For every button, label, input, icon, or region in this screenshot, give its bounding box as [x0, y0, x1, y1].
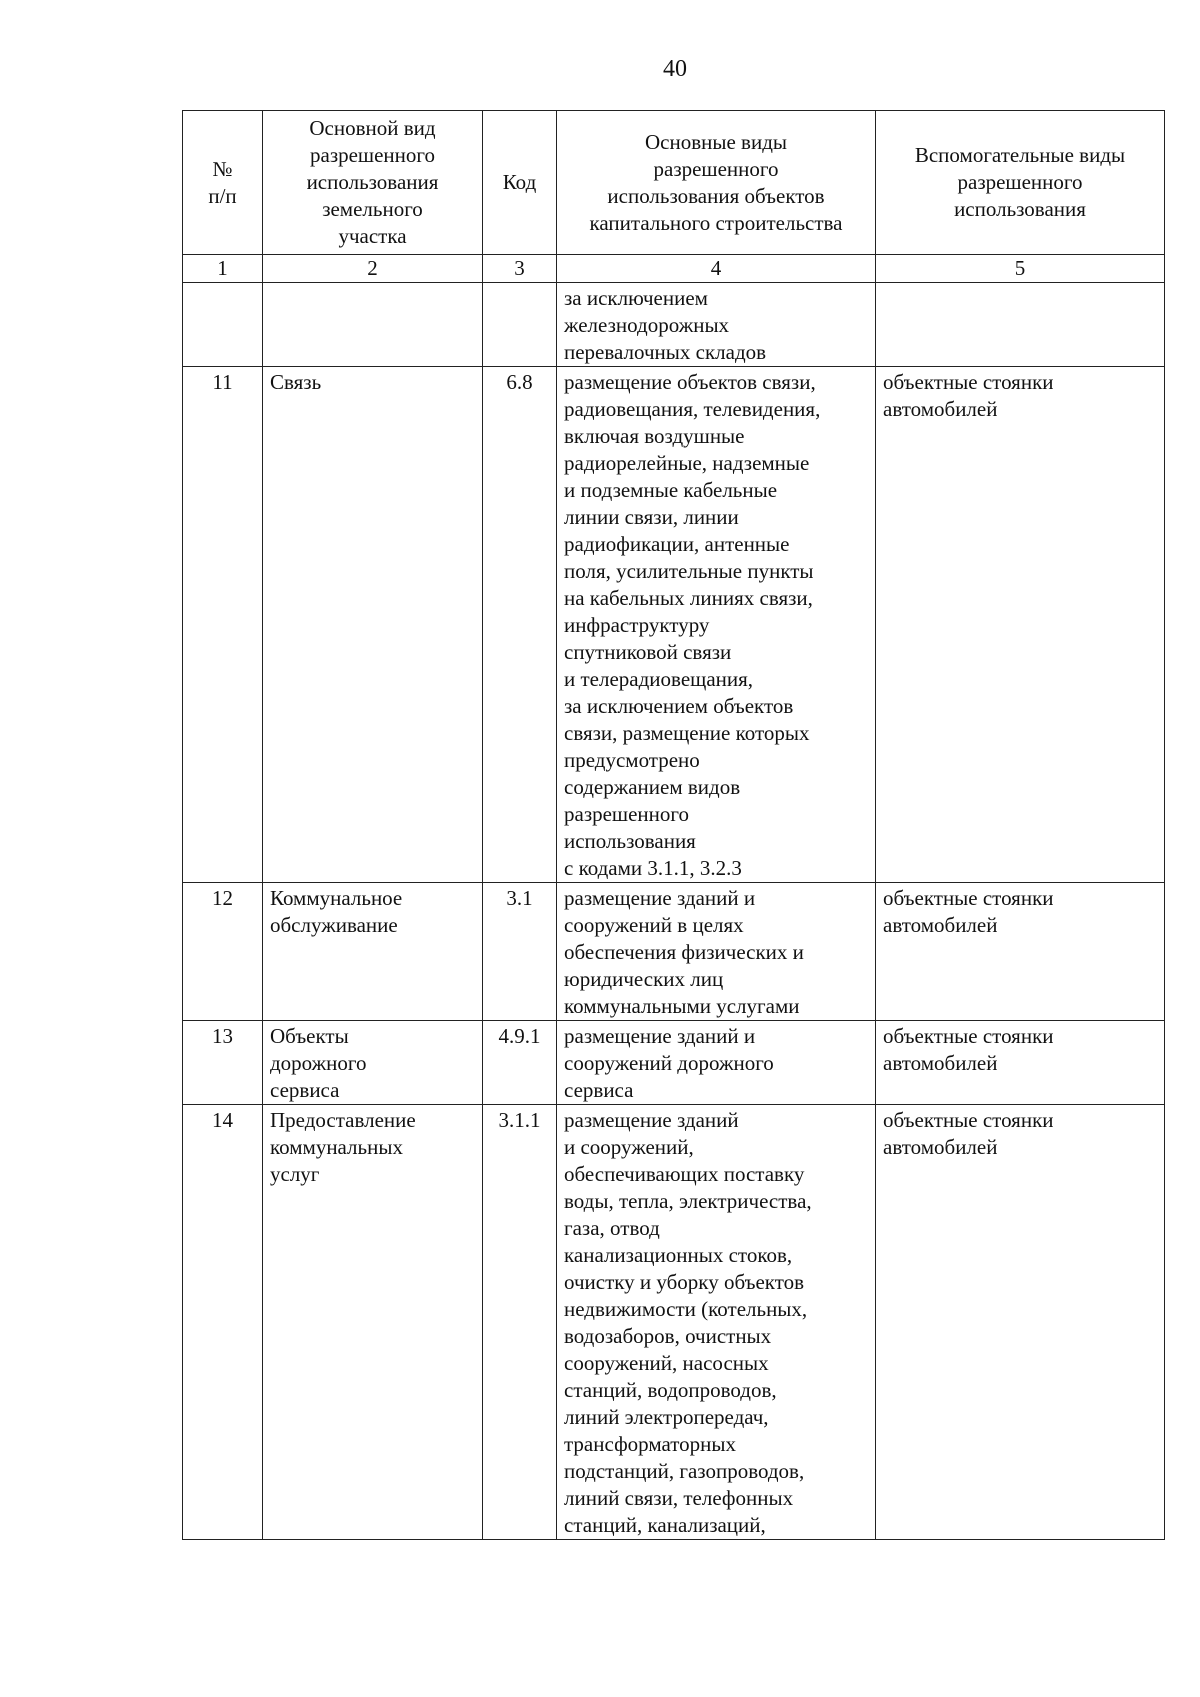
- row-main-uses: размещение зданий и сооружений, обеспечивающих поставку воды, тепла, электричества, газа, отвод канализационных стоков, очистку и уборку объектов недвижимости (котельных, водозаборов, очистных сооружений, насосных станций, водопроводов, линий электропередач, трансформаторных подстанций, газопроводов, линий связи, телефонных станций, канализаций,: [557, 1105, 876, 1540]
- column-number: 3: [483, 255, 557, 283]
- column-numbers-row: [183, 255, 1165, 283]
- row-code: 6.8: [483, 367, 557, 883]
- row-code: [483, 283, 557, 367]
- row-auxiliary-uses: объектные стоянки автомобилей: [876, 883, 1165, 1021]
- row-auxiliary-uses: объектные стоянки автомобилей: [876, 1105, 1165, 1540]
- column-number: 1: [183, 255, 263, 283]
- row-main-uses: размещение зданий и сооружений в целях обеспечения физических и юридических лиц коммунальными услугами: [557, 883, 876, 1021]
- row-land-use-kind: Объекты дорожного сервиса: [263, 1021, 483, 1105]
- row-main-uses: за исключением железнодорожных перевалочных складов: [557, 283, 876, 367]
- column-number: 4: [557, 255, 876, 283]
- row-number: 14: [183, 1105, 263, 1540]
- row-number: 11: [183, 367, 263, 883]
- row-auxiliary-uses: объектные стоянки автомобилей: [876, 1021, 1165, 1105]
- row-land-use-kind: [263, 283, 483, 367]
- row-auxiliary-uses: [876, 283, 1165, 367]
- header-main-capital-use: Основные виды разрешенного использования объектов капитального строительства: [557, 111, 876, 255]
- column-number: 2: [263, 255, 483, 283]
- table-row-12: [183, 883, 1165, 1021]
- row-number: 12: [183, 883, 263, 1021]
- row-land-use-kind: Коммунальное обслуживание: [263, 883, 483, 1021]
- column-number: 5: [876, 255, 1165, 283]
- header-auxiliary-use: Вспомогательные виды разрешенного использования: [876, 111, 1165, 255]
- table-row-11: [183, 367, 1165, 883]
- row-land-use-kind: Связь: [263, 367, 483, 883]
- table-row-continuation: [183, 283, 1165, 367]
- header-main-land-use: Основной вид разрешенного использования земельного участка: [263, 111, 483, 255]
- row-code: 3.1.1: [483, 1105, 557, 1540]
- row-main-uses: размещение объектов связи, радиовещания, телевидения, включая воздушные радиорелейные, надземные и подземные кабельные линии связи, линии радиофикации, антенные поля, усилительные пункты на кабельных линиях связи, инфраструктуру спутниковой связи и телерадиовещания, за исключением объектов связи, размещение которых предусмотрено содержанием видов разрешенного использования с кодами 3.1.1, 3.2.3: [557, 367, 876, 883]
- header-code: Код: [483, 111, 557, 255]
- row-code: 3.1: [483, 883, 557, 1021]
- row-land-use-kind: Предоставление коммунальных услуг: [263, 1105, 483, 1540]
- row-main-uses: размещение зданий и сооружений дорожного сервиса: [557, 1021, 876, 1105]
- row-number: [183, 283, 263, 367]
- land-use-table: [182, 110, 1165, 1540]
- header-number: № п/п: [183, 111, 263, 255]
- table-row-13: [183, 1021, 1165, 1105]
- row-number: 13: [183, 1021, 263, 1105]
- page-number: 40: [663, 56, 687, 82]
- table-row-14: [183, 1105, 1165, 1540]
- row-auxiliary-uses: объектные стоянки автомобилей: [876, 367, 1165, 883]
- row-code: 4.9.1: [483, 1021, 557, 1105]
- table-header-row: [183, 111, 1165, 255]
